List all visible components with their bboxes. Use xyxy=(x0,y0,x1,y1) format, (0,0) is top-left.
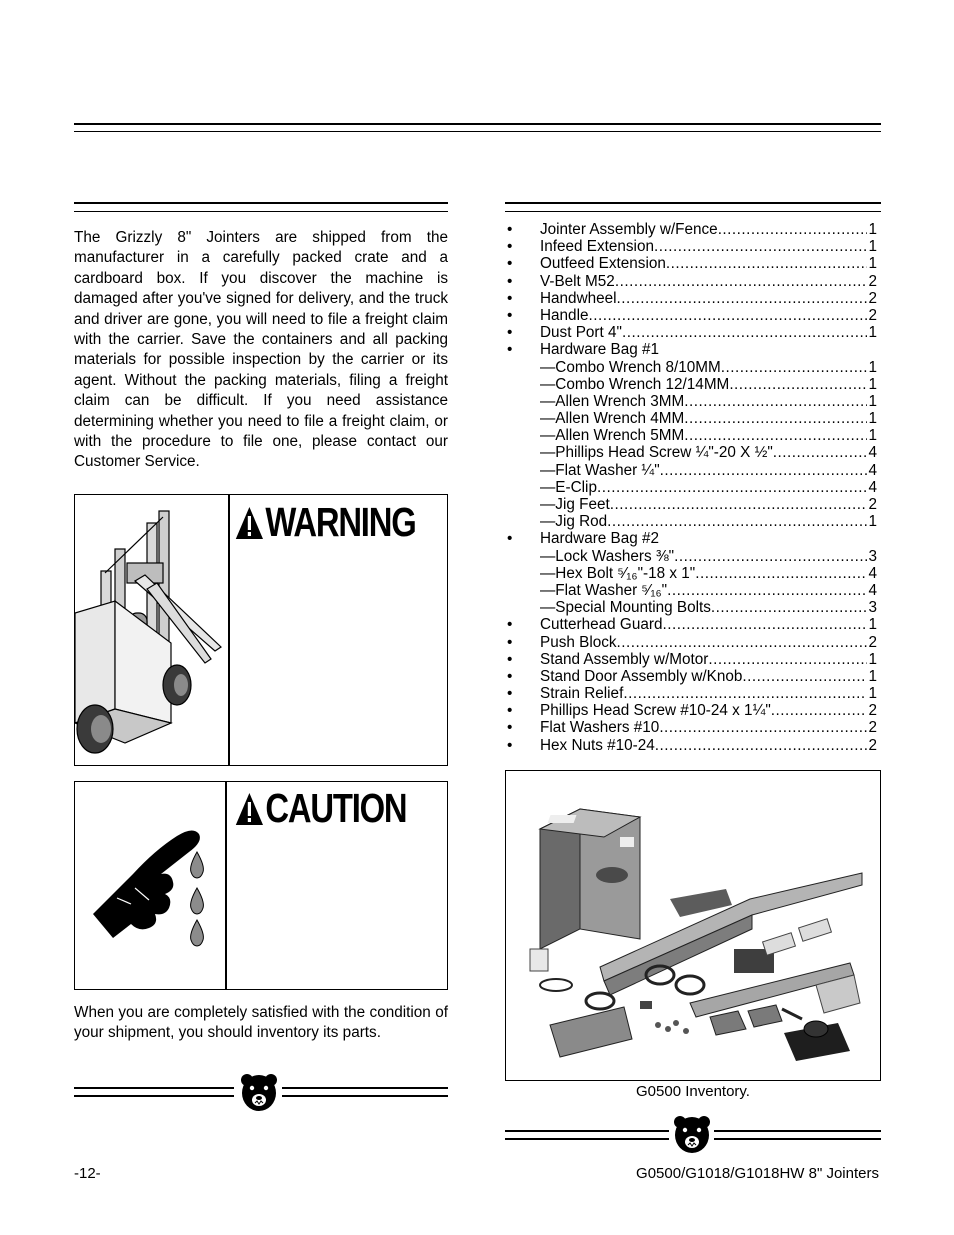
list-bullet: • xyxy=(507,238,513,256)
leader-dots xyxy=(607,513,867,530)
leader-dots xyxy=(684,427,867,444)
leader-dots xyxy=(666,255,868,272)
inventory-item xyxy=(507,496,877,513)
list-bullet: • xyxy=(507,719,513,737)
item-name: Infeed Extension xyxy=(540,238,654,256)
caution-triangle-icon xyxy=(235,792,264,826)
warning-box xyxy=(74,494,448,766)
list-bullet: • xyxy=(507,324,513,342)
left-divider-rule-3 xyxy=(282,1087,448,1089)
left-divider-rule-4 xyxy=(282,1095,448,1097)
inventory-item xyxy=(507,582,877,599)
item-quantity: 1 xyxy=(868,255,877,273)
item-name: Handwheel xyxy=(540,289,617,307)
inventory-item xyxy=(507,702,877,719)
inventory-list xyxy=(507,221,877,754)
list-bullet: • xyxy=(507,221,513,238)
inventory-photo-frame xyxy=(505,770,881,1081)
warning-divider xyxy=(228,495,230,765)
leader-dots xyxy=(729,376,867,393)
item-name: —Allen Wrench 5MM xyxy=(540,427,685,445)
inventory-item xyxy=(507,530,877,547)
leader-dots xyxy=(597,479,868,496)
left-section-rule-thick xyxy=(74,202,448,204)
page-number: -12- xyxy=(74,1165,101,1182)
list-bullet: • xyxy=(507,272,513,290)
intro-paragraph: The Grizzly 8" Jointers are shipped from the manufacturer in a carefully packed crate and a cardboard box. If you discover the machine is damaged after you've signed for delivery, and the truck and driver are gone, you will need to file a freight claim with the carrier. Save the containers and all packing materials for possible inspection by the carrier or its agent. Without the packing materials, filing a freight claim can be difficult. If you need assistance determining whether you need to file a freight claim, or with the procedure to file one, please contact our Customer Service. xyxy=(74,229,448,471)
leader-dots xyxy=(718,221,868,238)
item-name: Hex Nuts #10-24 xyxy=(540,736,655,754)
item-quantity: 2 xyxy=(868,272,877,290)
inventory-item xyxy=(507,668,877,685)
inventory-item xyxy=(507,685,877,702)
item-quantity: 2 xyxy=(868,289,877,307)
list-bullet: • xyxy=(507,616,513,634)
warning-label: WARNING xyxy=(265,499,416,545)
leader-dots xyxy=(695,565,867,582)
leader-dots xyxy=(659,341,876,358)
item-name: Stand Door Assembly w/Knob xyxy=(540,667,743,685)
leader-dots xyxy=(615,273,868,290)
inventory-item xyxy=(507,238,877,255)
list-bullet: • xyxy=(507,702,513,720)
caution-label: CAUTION xyxy=(265,785,407,831)
inventory-item xyxy=(507,221,877,238)
leader-dots xyxy=(773,444,868,461)
leader-dots xyxy=(684,393,867,410)
leader-dots xyxy=(742,668,867,685)
item-name: —Jig Rod xyxy=(540,513,608,531)
list-bullet: • xyxy=(507,685,513,703)
item-name: Jointer Assembly w/Fence xyxy=(540,221,718,238)
bear-logo-icon xyxy=(673,1115,711,1155)
item-name: Outfeed Extension xyxy=(540,255,666,273)
item-quantity: 1 xyxy=(868,513,877,531)
inventory-item xyxy=(507,616,877,633)
item-quantity: 1 xyxy=(868,427,877,445)
list-bullet: • xyxy=(507,650,513,668)
inventory-item xyxy=(507,341,877,358)
item-name: Hardware Bag #2 xyxy=(540,530,660,548)
list-bullet: • xyxy=(507,736,513,754)
manual-title: G0500/G1018/G1018HW 8" Jointers xyxy=(636,1165,879,1182)
item-name: Phillips Head Screw #10-24 x 1¼" xyxy=(540,702,771,720)
right-section-rule-thick xyxy=(505,202,881,204)
inventory-item xyxy=(507,410,877,427)
item-name: —Allen Wrench 3MM xyxy=(540,392,685,410)
leader-dots xyxy=(711,599,868,616)
photo-caption: G0500 Inventory. xyxy=(636,1083,750,1100)
leader-dots xyxy=(610,496,868,513)
item-quantity xyxy=(876,341,877,358)
leader-dots xyxy=(684,410,867,427)
item-quantity: 4 xyxy=(868,461,877,479)
inventory-item xyxy=(507,651,877,668)
leader-dots xyxy=(771,702,868,719)
item-quantity: 4 xyxy=(868,444,877,462)
bear-logo-icon xyxy=(240,1073,278,1113)
leader-dots xyxy=(662,616,867,633)
right-section-rule-thin xyxy=(505,211,881,212)
inventory-item xyxy=(507,479,877,496)
inventory-item xyxy=(507,719,877,736)
item-name: —Lock Washers ⅜" xyxy=(540,547,675,565)
item-name: —Flat Washer ⁵⁄₁₆" xyxy=(540,581,668,599)
inventory-item xyxy=(507,444,877,461)
inventory-item xyxy=(507,376,877,393)
inventory-item xyxy=(507,565,877,582)
item-quantity: 1 xyxy=(868,650,877,668)
inventory-item xyxy=(507,737,877,754)
header-rule-thin xyxy=(74,131,881,132)
leader-dots xyxy=(617,290,868,307)
item-quantity: 1 xyxy=(868,358,877,376)
right-divider-rule-4 xyxy=(714,1138,881,1140)
item-name: —Phillips Head Screw ¼"-20 X ½" xyxy=(540,444,773,462)
inventory-item xyxy=(507,255,877,272)
inventory-item xyxy=(507,290,877,307)
oily-hand-icon xyxy=(75,812,223,952)
leader-dots xyxy=(674,548,867,565)
list-bullet: • xyxy=(507,289,513,307)
inventory-item xyxy=(507,307,877,324)
leader-dots xyxy=(622,324,868,341)
item-quantity: 4 xyxy=(868,478,877,496)
item-name: Hardware Bag #1 xyxy=(540,341,660,359)
item-name: —Allen Wrench 4MM xyxy=(540,410,685,428)
right-divider-rule-1 xyxy=(505,1130,669,1132)
item-quantity: 4 xyxy=(868,581,877,599)
satisfied-paragraph: When you are completely satisfied with the condition of your shipment, you should inventory its parts. xyxy=(74,1004,448,1042)
leader-dots xyxy=(617,634,868,651)
item-name: —E-Clip xyxy=(540,478,597,496)
item-name: —Combo Wrench 8/10MM xyxy=(540,358,721,376)
item-name: Flat Washers #10 xyxy=(540,719,660,737)
jointer-inventory-photo xyxy=(520,789,866,1065)
item-quantity: 3 xyxy=(868,599,877,617)
item-quantity: 1 xyxy=(868,375,877,393)
inventory-item xyxy=(507,359,877,376)
item-name: —Special Mounting Bolts xyxy=(540,599,711,617)
item-quantity: 1 xyxy=(868,410,877,428)
item-quantity: 2 xyxy=(868,736,877,754)
item-quantity: 2 xyxy=(868,496,877,513)
inventory-item xyxy=(507,548,877,565)
leader-dots xyxy=(667,582,867,599)
list-bullet: • xyxy=(507,341,513,359)
leader-dots xyxy=(655,737,868,754)
inventory-item xyxy=(507,634,877,651)
item-name: —Flat Washer ¼" xyxy=(540,461,660,479)
item-quantity: 1 xyxy=(868,238,877,256)
caution-box xyxy=(74,781,448,990)
list-bullet: • xyxy=(507,255,513,273)
item-name: Handle xyxy=(540,306,589,324)
list-bullet: • xyxy=(507,667,513,685)
leader-dots xyxy=(660,462,868,479)
leader-dots xyxy=(623,685,867,702)
leader-dots xyxy=(654,238,868,255)
list-bullet: • xyxy=(507,633,513,651)
caution-divider xyxy=(225,782,227,989)
header-rule-thick xyxy=(74,123,881,125)
leader-dots xyxy=(659,719,867,736)
item-quantity: 1 xyxy=(868,685,877,703)
right-divider-rule-3 xyxy=(714,1130,881,1132)
left-section-rule-thin xyxy=(74,211,448,212)
inventory-item xyxy=(507,427,877,444)
list-bullet: • xyxy=(507,306,513,324)
item-quantity: 1 xyxy=(868,616,877,634)
inventory-item xyxy=(507,393,877,410)
warning-triangle-icon xyxy=(235,506,264,540)
inventory-item xyxy=(507,273,877,290)
leader-dots xyxy=(659,530,876,547)
item-name: Dust Port 4" xyxy=(540,324,622,342)
left-divider-rule-1 xyxy=(74,1087,234,1089)
caution-signal-word xyxy=(235,785,406,832)
item-name: —Combo Wrench 12/14MM xyxy=(540,375,730,393)
item-name: —Jig Feet xyxy=(540,496,610,513)
item-quantity: 2 xyxy=(868,633,877,651)
item-quantity: 1 xyxy=(868,221,877,238)
item-quantity: 3 xyxy=(868,547,877,565)
item-quantity: 1 xyxy=(868,667,877,685)
item-quantity: 1 xyxy=(868,392,877,410)
list-bullet: • xyxy=(507,530,513,548)
item-name: —Hex Bolt ⁵⁄₁₆"-18 x 1" xyxy=(540,564,696,582)
item-quantity: 2 xyxy=(868,702,877,720)
inventory-item xyxy=(507,462,877,479)
inventory-item xyxy=(507,513,877,530)
item-name: V-Belt M52 xyxy=(540,272,615,290)
item-name: Strain Relief xyxy=(540,685,624,703)
left-divider-rule-2 xyxy=(74,1095,234,1097)
item-quantity: 2 xyxy=(868,306,877,324)
item-name: Stand Assembly w/Motor xyxy=(540,650,709,668)
leader-dots xyxy=(708,651,867,668)
warning-signal-word xyxy=(235,499,416,546)
item-quantity: 1 xyxy=(868,324,877,342)
inventory-item xyxy=(507,324,877,341)
leader-dots xyxy=(721,359,868,376)
inventory-item xyxy=(507,599,877,616)
item-quantity: 4 xyxy=(868,564,877,582)
forklift-icon xyxy=(75,503,227,765)
item-name: Cutterhead Guard xyxy=(540,616,663,634)
item-name: Push Block xyxy=(540,633,617,651)
leader-dots xyxy=(588,307,867,324)
right-divider-rule-2 xyxy=(505,1138,669,1140)
item-quantity: 2 xyxy=(868,719,877,737)
item-quantity xyxy=(876,530,877,547)
